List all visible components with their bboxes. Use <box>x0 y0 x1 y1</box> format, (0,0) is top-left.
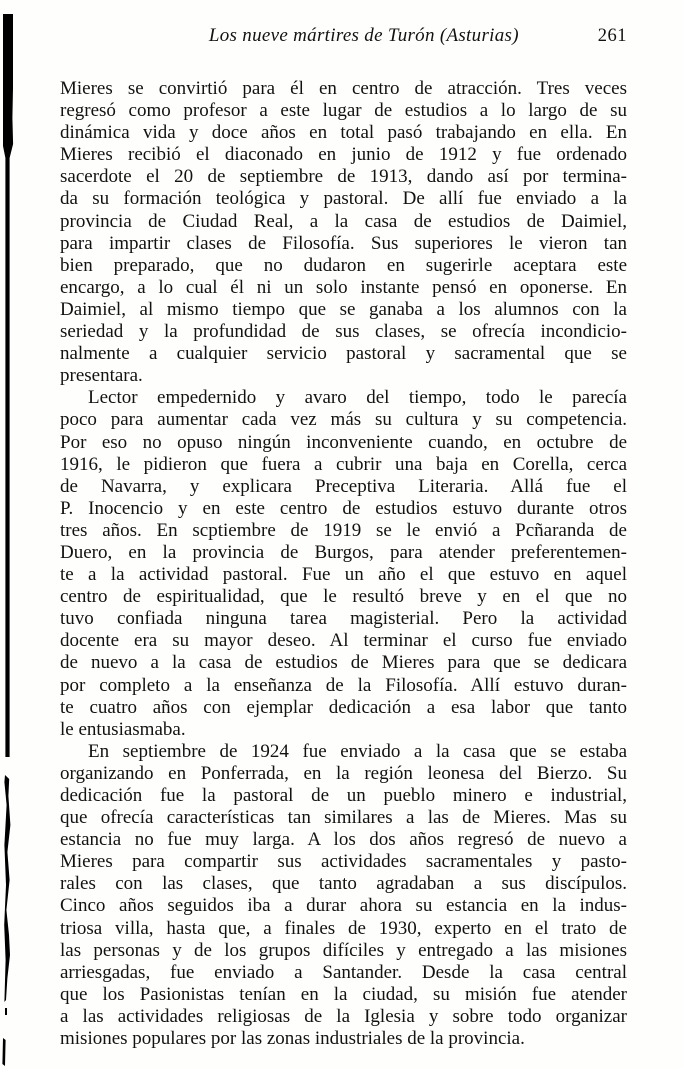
text-line: tuvo confiada ninguna tarea magisterial. Pero la actividad <box>60 608 627 630</box>
text-line: rales con las clases, que tanto agradaban a sus discípulos. <box>60 873 627 895</box>
text-line: organizando en Ponferrada, en la región leonesa del Bierzo. Su <box>60 762 627 784</box>
page-number: 261 <box>597 26 627 46</box>
text-line: nalmente a cualquier servicio pastoral y sacramental que se <box>60 343 627 365</box>
text-line: sacerdote el 20 de septiembre de 1913, dando así por termina- <box>60 166 627 188</box>
text-line: de Navarra, y explicara Preceptiva Literaria. Allá fue el <box>60 475 627 497</box>
text-line: regresó como profesor a este lugar de estudios a lo largo de su <box>60 100 627 122</box>
text-line: para impartir clases de Filosofía. Sus superiores le vieron tan <box>60 232 627 254</box>
text-line: de nuevo a la casa de estudios de Mieres para que se dedicara <box>60 652 627 674</box>
text-line: Daimiel, al mismo tiempo que se ganaba a los alumnos con la <box>60 298 627 320</box>
text-line: que los Pasionistas tenían en la ciudad, su misión fue atender <box>60 983 627 1005</box>
text-line: las personas y de los grupos difíciles y entregado a las misiones <box>60 939 627 961</box>
text-line: bien preparado, que no dudaron en sugerirle aceptara este <box>60 254 627 276</box>
text-line: te cuatro años con ejemplar dedicación a esa labor que tanto <box>60 696 627 718</box>
text-line: te a la actividad pastoral. Fue un año el que estuvo en aquel <box>60 564 627 586</box>
text-line: presentara. <box>60 365 143 387</box>
text-line: 1916, le pidieron que fuera a cubrir una baja en Corella, cerca <box>60 453 627 475</box>
text-line: En septiembre de 1924 fue enviado a la casa que se estaba <box>88 740 627 762</box>
text-line: Mieres para compartir sus actividades sacramentales y pasto- <box>60 851 627 873</box>
body-text <box>60 78 627 1050</box>
text-line: Por eso no opuso ningún inconveniente cuando, en octubre de <box>60 431 627 453</box>
text-line: estancia no fue muy larga. A los dos años regresó de nuevo a <box>60 829 627 851</box>
text-line: triosa villa, hasta que, a finales de 1930, experto en el trato de <box>60 917 627 939</box>
text-line: seriedad y la profundidad de sus clases, se ofrecía incondicio- <box>60 321 627 343</box>
text-line: docente era su mayor deseo. Al terminar el curso fue enviado <box>60 630 627 652</box>
running-title: Los nueve mártires de Turón (Asturias) <box>208 25 519 46</box>
text-line: arriesgadas, fue enviado a Santander. Desde la casa central <box>60 961 627 983</box>
binding-shadow-artifact <box>0 0 16 1069</box>
text-line: Duero, en la provincia de Burgos, para atender preferentemen- <box>60 541 627 563</box>
text-line: a las actividades religiosas de la Iglesia y sobre todo organizar <box>60 1005 627 1027</box>
text-line: Mieres se convirtió para él en centro de atracción. Tres veces <box>60 78 627 99</box>
text-line: da su formación teológica y pastoral. De allí fue enviado a la <box>60 188 627 210</box>
text-line: dedicación fue la pastoral de un pueblo minero e industrial, <box>60 785 627 806</box>
text-line: le entusiasmaba. <box>60 718 186 740</box>
text-line: poco para aumentar cada vez más su cultura y su competencia. <box>60 409 627 431</box>
text-line: Cinco años seguidos iba a durar ahora su estancia en la indus- <box>60 895 627 917</box>
text-line: misiones populares por las zonas industriales de la provincia. <box>60 1028 525 1050</box>
text-line: P. Inocencio y en este centro de estudios estuvo durante otros <box>60 497 627 519</box>
text-line: Lector empedernido y avaro del tiempo, todo le parecía <box>88 387 627 409</box>
text-line: provincia de Ciudad Real, a la casa de estudios de Daimiel, <box>60 210 627 232</box>
text-line: dinámica vida y doce años en total pasó trabajando en ella. En <box>60 122 627 144</box>
text-line: Mieres recibió el diaconado en junio de 1912 y fue ordenado <box>60 144 627 166</box>
text-line: centro de espiritualidad, que le resultó breve y en el que no <box>60 586 627 608</box>
text-line: por completo a la enseñanza de la Filosofía. Allí estuvo duran- <box>60 674 627 696</box>
text-line: que ofrecía características tan similares a las de Mieres. Mas su <box>60 807 627 829</box>
text-line: encargo, a lo cual él ni un solo instante pensó en oponerse. En <box>60 276 627 298</box>
text-line: tres años. En scptiembre de 1919 se le envió a Pcñaranda de <box>60 519 627 541</box>
running-head <box>60 25 627 47</box>
